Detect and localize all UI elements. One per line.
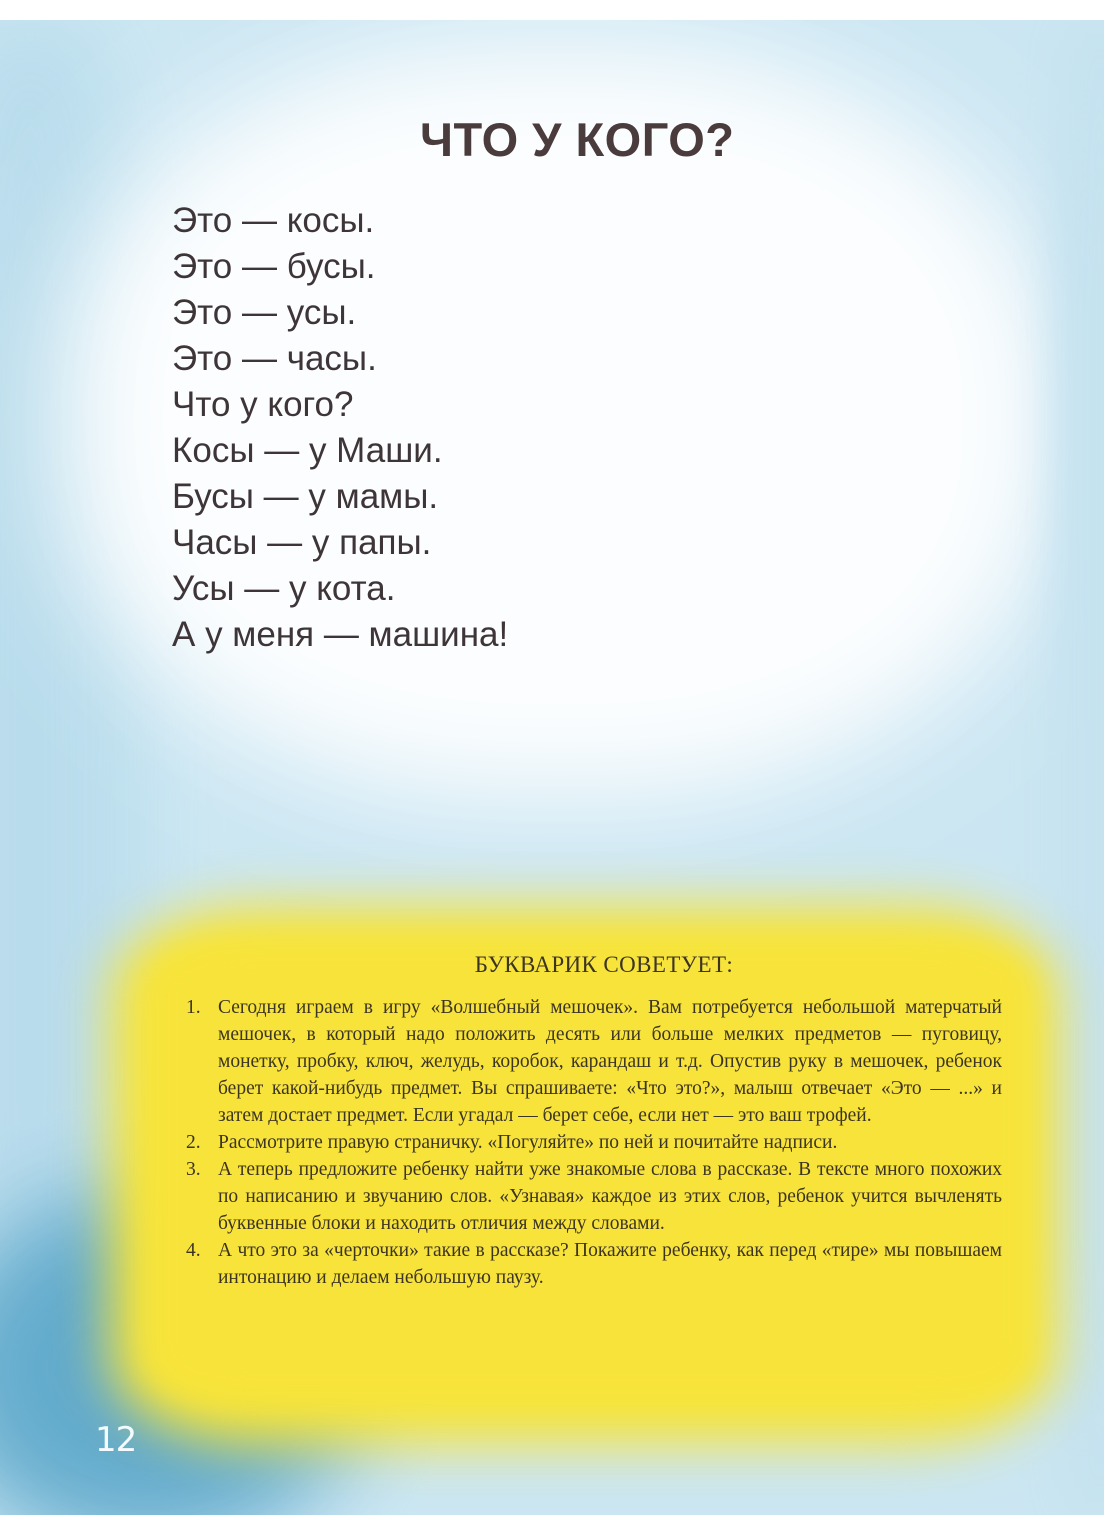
poem-line: Это — бусы.: [172, 247, 376, 286]
advice-item-number: 1.: [186, 997, 201, 1018]
poem-line: Часы — у папы.: [172, 523, 432, 562]
advice-box: [186, 952, 1002, 1291]
advice-item: [186, 1129, 1002, 1156]
advice-item-number: 2.: [186, 1132, 201, 1153]
poem-line: Это — косы.: [172, 201, 375, 240]
advice-item-number: 3.: [186, 1159, 201, 1180]
poem: [172, 198, 508, 658]
background-right-edge: [1054, 20, 1104, 1515]
advice-item-text: Сегодня играем в игру «Волшебный мешочек». Вам потребуется небольшой матерчатый мешочек, в который надо положить десять или больше мелких предметов — пуговицу, монетку, пробку, ключ, желудь, коробок, карандаш и т.д. Опустив руку в мешочек, ребенок берет какой-нибудь предмет. Вы спрашиваете: «Что это?», малыш отвечает «Это — ...» и затем достает предмет. Если угадал — берет себе, если нет — это ваш трофей.: [218, 997, 1002, 1126]
advice-item-text: А что это за «черточки» такие в рассказе? Покажите ребенку, как перед «тире» мы повышаем интонацию и делаем небольшую паузу.: [218, 1240, 1002, 1288]
advice-item-text: Рассмотрите правую страничку. «Погуляйте» по ней и почитайте надписи.: [218, 1132, 838, 1153]
advice-item: [186, 1237, 1002, 1291]
advice-item: [186, 994, 1002, 1129]
book-page: [0, 20, 1104, 1515]
advice-item-text: А теперь предложите ребенку найти уже знакомые слова в рассказе. В тексте много похожих по написанию и звучанию слов. «Узнавая» каждое из этих слов, ребенок учится вычленять буквенные блоки и находить отличия между словами.: [218, 1159, 1002, 1234]
poem-line: Косы — у Маши.: [172, 431, 443, 470]
poem-line: Это — часы.: [172, 339, 377, 378]
page-number: 12: [95, 1420, 137, 1460]
advice-list: [186, 994, 1002, 1291]
advice-title: БУКВАРИК СОВЕТУЕТ:: [474, 952, 734, 977]
poem-line: Усы — у кота.: [172, 569, 396, 608]
poem-line: А у меня — машина!: [172, 615, 509, 654]
advice-item-number: 4.: [186, 1240, 201, 1261]
poem-line: Бусы — у мамы.: [172, 477, 439, 516]
poem-line: Это — усы.: [172, 293, 357, 332]
advice-item: [186, 1156, 1002, 1237]
page-title: ЧТО У КОГО?: [420, 113, 735, 166]
poem-line: Что у кого?: [172, 385, 354, 424]
